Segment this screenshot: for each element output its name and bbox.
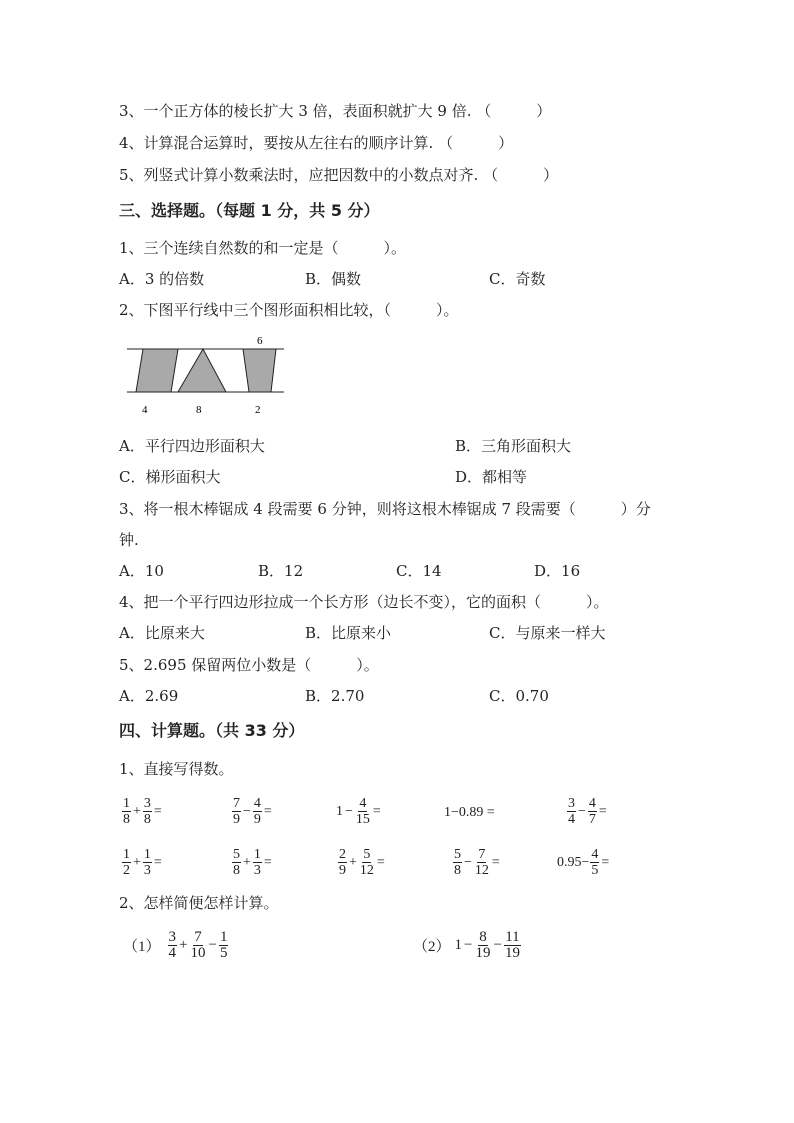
calc-expression-7: $\frac{5}{8}$ + $\frac{1}{3}$ =	[233, 847, 272, 878]
parallelogram-shape	[136, 349, 178, 392]
triangle-base-label: 8	[196, 404, 202, 416]
parallel-shapes-figure	[119, 333, 289, 418]
choice-q3-option-a: A．10	[119, 562, 164, 580]
section-3-title: 三、选择题。（每题 1 分，共 5 分）	[119, 201, 380, 220]
triangle-shape	[178, 349, 226, 392]
choice-q4-option-a: A．比原来大	[119, 624, 205, 642]
choice-q3-option-d: D．16	[534, 562, 581, 580]
choice-q4-option-b: B．比原来小	[305, 624, 392, 642]
calc-expression-10: 0.95− $\frac{4}{5}$ =	[557, 847, 610, 878]
choice-q2-option-c: C．梯形面积大	[119, 468, 221, 486]
choice-q5-option-c: C．0.70	[489, 687, 549, 705]
choice-q4-stem: 4、把一个平行四边形拉成一个长方形（边长不变），它的面积（ ）。	[119, 593, 609, 611]
calc-expression-1: $\frac{1}{8}$ + $\frac{3}{8}$ =	[123, 796, 162, 827]
judge-question-3: 3、一个正方体的棱长扩大 3 倍，表面积就扩大 9 倍. （ ）	[119, 102, 552, 120]
calc-q1-stem: 1、直接写得数。	[119, 760, 234, 778]
choice-q3-option-c: C．14	[396, 562, 442, 580]
trapezoid-shape	[243, 349, 276, 392]
calc-q2-stem: 2、怎样简便怎样计算。	[119, 894, 279, 912]
parallelogram-base-label: 4	[142, 404, 148, 416]
choice-q2-option-a: A．平行四边形面积大	[119, 437, 265, 455]
problem-2-label: （2）	[413, 939, 451, 955]
choice-q3-stem-cont: 钟.	[119, 531, 139, 549]
choice-q1-option-a: A．3 的倍数	[119, 270, 205, 288]
choice-q5-option-a: A．2.69	[119, 687, 179, 705]
section-4-title: 四、计算题。（共 33 分）	[119, 721, 305, 740]
calc-expression-4: 1−0.89 =	[444, 805, 495, 820]
choice-q2-option-d: D．都相等	[455, 468, 528, 486]
choice-q1-option-b: B．偶数	[305, 270, 362, 288]
choice-q4-option-c: C．与原来一样大	[489, 624, 606, 642]
problem-1-label: （1）	[123, 939, 161, 955]
trapezoid-bottom-label: 2	[255, 404, 261, 416]
choice-q5-option-b: B．2.70	[305, 687, 365, 705]
choice-q3-stem: 3、将一根木棒锯成 4 段需要 6 分钟，则将这根木棒锯成 7 段需要（ ）分	[119, 500, 651, 518]
calc-expression-9: $\frac{5}{8}$ − $\frac{7}{12}$ =	[454, 847, 500, 878]
calc-expression-5: $\frac{3}{4}$ − $\frac{4}{7}$ =	[568, 796, 607, 827]
simplify-problem-1: （1） $\frac{3}{4}$ + $\frac{7}{10}$ − $\frac{1}{5}$	[123, 929, 228, 961]
judge-question-5: 5、列竖式计算小数乘法时，应把因数中的小数点对齐. （ ）	[119, 166, 559, 184]
judge-question-4: 4、计算混合运算时，要按从左往右的顺序计算. （ ）	[119, 134, 514, 152]
calc-expression-6: $\frac{1}{2}$ + $\frac{1}{3}$ =	[123, 847, 162, 878]
calc-expression-2: $\frac{7}{9}$ − $\frac{4}{9}$ =	[233, 796, 272, 827]
choice-q1-option-c: C．奇数	[489, 270, 546, 288]
trapezoid-top-label: 6	[257, 335, 263, 347]
choice-q1-stem: 1、三个连续自然数的和一定是（ ）。	[119, 239, 407, 257]
calc-expression-8: $\frac{2}{9}$ + $\frac{5}{12}$ =	[339, 847, 385, 878]
choice-q2-option-b: B．三角形面积大	[455, 437, 572, 455]
choice-q5-stem: 5、2.695 保留两位小数是（ ）。	[119, 656, 379, 674]
simplify-problem-2: （2） 1 − $\frac{8}{19}$ − $\frac{11}{19}$	[413, 929, 520, 961]
calc-expression-3: 1 − $\frac{4}{15}$ =	[336, 796, 381, 827]
choice-q2-stem: 2、下图平行线中三个图形面积相比较，（ ）。	[119, 301, 459, 319]
choice-q3-option-b: B．12	[258, 562, 304, 580]
